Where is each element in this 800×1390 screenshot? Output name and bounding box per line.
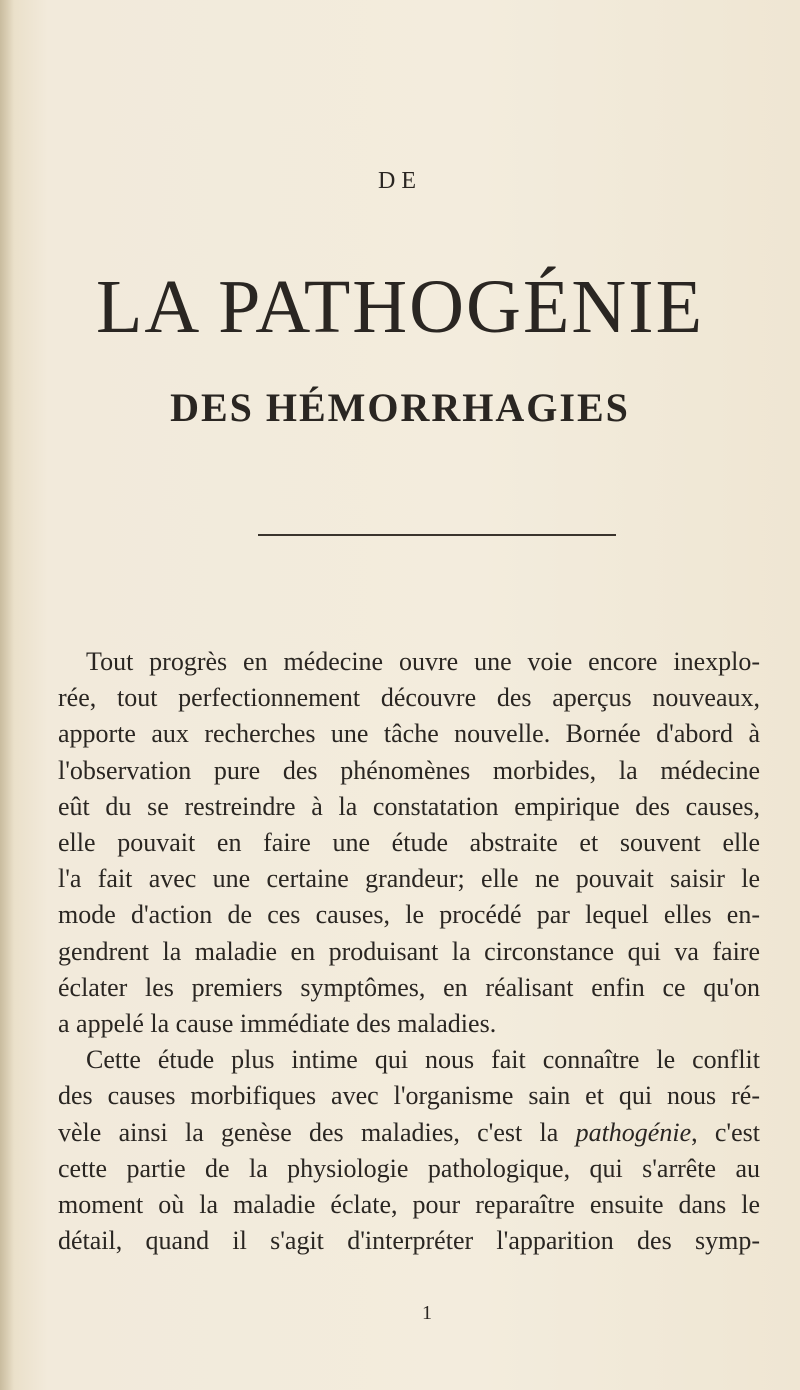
text-line: l'observation pure des phénomènes morbides, la médecine [58, 755, 760, 785]
italic-term: pathogénie [575, 1117, 692, 1147]
text-line: apporte aux recherches une tâche nouvelle. Bornée d'abord à [58, 719, 760, 749]
text-line: gendrent la maladie en produisant la circonstance qui va faire [58, 936, 760, 966]
paragraph-1 [58, 644, 760, 1042]
paragraph-2 [58, 1042, 760, 1259]
text-line: moment où la maladie éclate, pour reparaître ensuite dans le [58, 1190, 760, 1220]
text-line: Cette étude plus intime qui nous fait connaître le conflit [86, 1045, 760, 1075]
text-line: cette partie de la physiologie pathologique, qui s'arrête au [58, 1153, 760, 1183]
text-line: Tout progrès en médecine ouvre une voie encore inexplo- [86, 647, 760, 676]
title-divider [258, 534, 616, 536]
text-line: a appelé la cause immédiate des maladies. [58, 1009, 497, 1039]
text-line: éclater les premiers symptômes, en réalisant enfin ce qu'on [58, 972, 760, 1002]
page-number: 1 [422, 1302, 432, 1324]
text-line: mode d'action de ces causes, le procédé par lequel elles en- [58, 900, 760, 930]
text-line [58, 1115, 760, 1151]
text-line: elle pouvait en faire une étude abstraite et souvent elle [58, 828, 760, 858]
text-line: eût du se restreindre à la constatation empirique des causes, [58, 791, 760, 821]
page-gutter-shadow [0, 0, 14, 1390]
body-text [58, 644, 760, 1259]
page-title: LA PATHOGÉNIE [96, 265, 704, 349]
text-line: détail, quand il s'agit d'interpréter l'apparition des symp- [58, 1226, 760, 1256]
text-line: des causes morbifiques avec l'organisme sain et qui nous ré- [58, 1081, 760, 1111]
text-fragment: vèle ainsi la genèse des maladies, c'est la [58, 1117, 576, 1147]
text-line: rée, tout perfectionnement découvre des aperçus nouveaux, [58, 683, 760, 713]
text-line: l'a fait avec une certaine grandeur; elle ne pouvait saisir le [58, 864, 760, 894]
title-prefix: DE [378, 168, 422, 194]
page-subtitle: DES HÉMORRHAGIES [170, 385, 630, 430]
text-fragment: , c'est [691, 1117, 760, 1147]
